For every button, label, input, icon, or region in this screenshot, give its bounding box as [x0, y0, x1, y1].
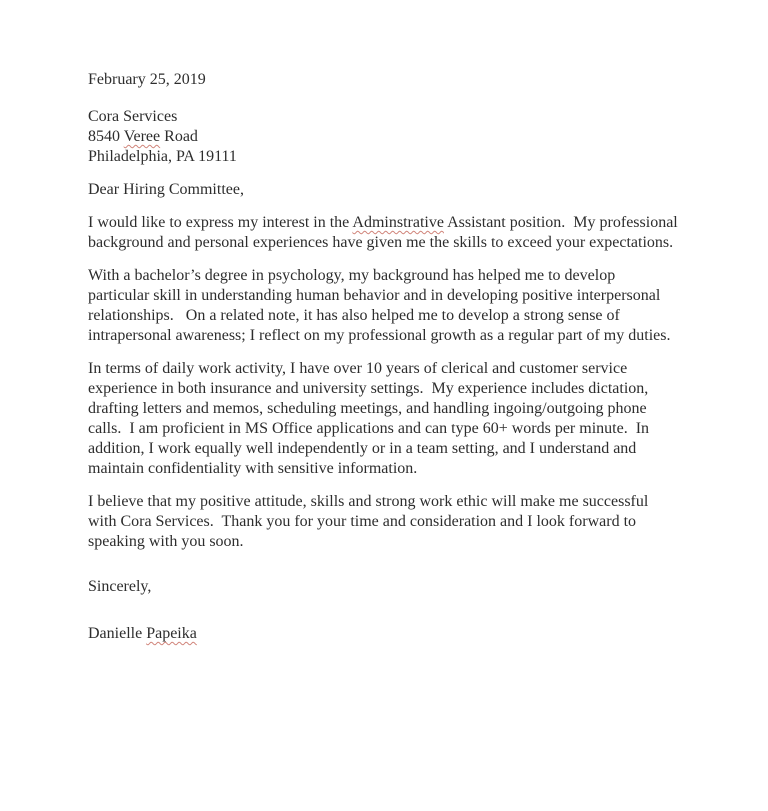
text-segment: with Cora Services. Thank you for your time and consideration and I look forward to	[88, 513, 637, 530]
paragraph	[88, 213, 718, 253]
text-segment: intrapersonal awareness; I reflect on my professional growth as a regular part of my duties.	[88, 327, 671, 344]
text-line	[88, 127, 718, 147]
letter-date: February 25, 2019	[88, 71, 206, 88]
text-segment: speaking with you soon.	[88, 533, 244, 550]
signature-name	[88, 625, 718, 643]
text-line	[88, 625, 718, 643]
text-segment: In terms of daily work activity, I have over 10 years of clerical and customer service	[88, 360, 628, 377]
text-line	[88, 147, 718, 167]
text-segment: particular skill in understanding human behavior and in developing positive interpersonal	[88, 287, 661, 304]
text-segment: 8540	[88, 128, 124, 145]
text-line	[88, 512, 718, 532]
paragraph	[88, 359, 718, 479]
misspelled-word: Adminstrative	[352, 214, 444, 231]
text-line	[88, 306, 718, 326]
text-segment: background and personal experiences have given me the skills to exceed your expectations.	[88, 234, 674, 251]
salutation: Dear Hiring Committee,	[88, 181, 244, 198]
text-line	[88, 439, 718, 459]
text-segment: addition, I work equally well independently or in a team setting, and I understand and	[88, 440, 637, 457]
text-line	[88, 532, 718, 552]
text-segment: drafting letters and memos, scheduling meetings, and handling ingoing/outgoing phone	[88, 400, 647, 417]
text-segment: Cora Services	[88, 108, 178, 125]
text-segment: Danielle	[88, 625, 147, 642]
text-line	[88, 379, 718, 399]
text-line	[88, 419, 718, 439]
misspelled-word: Veree	[123, 128, 161, 145]
text-line	[88, 266, 718, 286]
letter-body	[88, 213, 718, 552]
text-line	[88, 326, 718, 346]
text-segment: relationships. On a related note, it has also helped me to develop a strong sense of	[88, 307, 620, 324]
recipient-address	[88, 107, 718, 167]
text-segment: experience in both insurance and university settings. My experience includes dictation,	[88, 380, 649, 397]
text-segment: Road	[160, 128, 198, 145]
text-segment: calls. I am proficient in MS Office applications and can type 60+ words per minute. In	[88, 420, 650, 437]
text-segment: I believe that my positive attitude, skills and strong work ethic will make me successful	[88, 493, 649, 510]
paragraph	[88, 492, 718, 552]
text-line	[88, 492, 718, 512]
text-line	[88, 107, 718, 127]
text-line	[88, 213, 718, 233]
text-segment: Assistant position. My professional	[443, 214, 678, 231]
text-segment: maintain confidentiality with sensitive information.	[88, 460, 418, 477]
paragraph	[88, 266, 718, 346]
text-segment: Philadelphia, PA 19111	[88, 148, 237, 165]
closing: Sincerely,	[88, 578, 152, 595]
text-segment: I would like to express my interest in the	[88, 214, 353, 231]
text-line	[88, 233, 718, 253]
text-line	[88, 399, 718, 419]
misspelled-word: Papeika	[146, 625, 197, 642]
text-line	[88, 286, 718, 306]
text-segment: With a bachelor’s degree in psychology, my background has helped me to develop	[88, 267, 616, 284]
text-line	[88, 359, 718, 379]
text-line	[88, 459, 718, 479]
